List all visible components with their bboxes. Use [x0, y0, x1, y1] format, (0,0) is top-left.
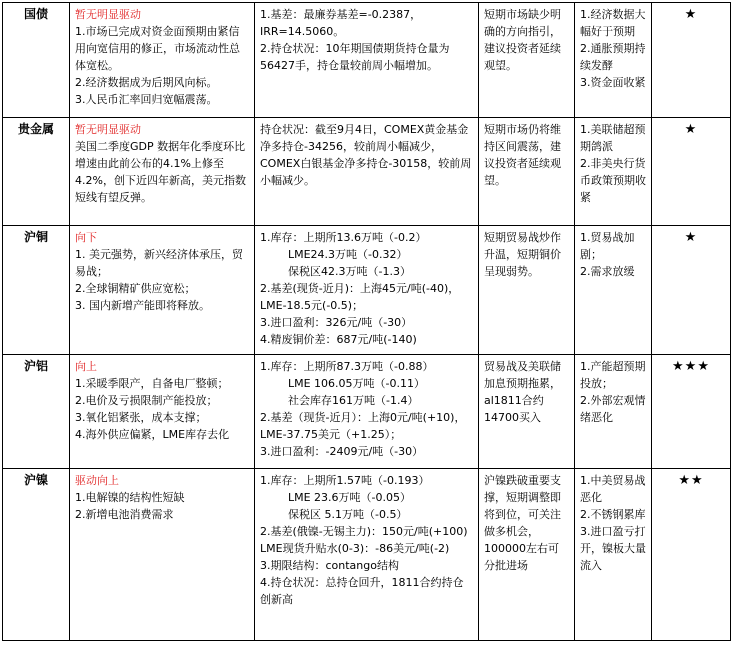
driver-line: 3. 国内新增产能即将释放。: [75, 299, 210, 312]
star-rating: ★: [652, 3, 731, 118]
table-body: [3, 3, 731, 641]
driver-line: 1. 美元强势，新兴经济体承压，贸易战；: [75, 248, 243, 278]
risk-line: 2.非美央行货币政策预期收紧: [580, 157, 646, 204]
asset-name: 贵金属: [3, 118, 70, 226]
data-line: 3.进口盈利：326元/吨（-30）: [260, 316, 413, 329]
data-line: LME现货升贴水(0-3)：-86美元/吨(-2): [260, 542, 450, 555]
data-line: 4.持仓状况：总持仓回升，1811合约持仓创新高: [260, 576, 464, 606]
risk-cell: [575, 355, 652, 469]
star-rating: ★★★: [652, 355, 731, 469]
risk-line: 2.不锈钢累库: [580, 508, 646, 521]
star-rating: ★★: [652, 469, 731, 641]
risk-line: 1.贸易战加剧；: [580, 231, 635, 261]
headline: 驱动向上: [75, 474, 119, 487]
data-line: 持仓状况：截至9月4日，COMEX黄金基金净多持仓-34256，较前周小幅减少，COMEX白银基金净多持仓-30158，较前周小幅减少。: [260, 123, 472, 187]
driver-line: 2.电价及亏损限制产能投放；: [75, 394, 218, 407]
driver-line: 1.市场已完成对资金面预期由紧信用向宽信用的修正，市场流动性总体宽松。: [75, 25, 240, 72]
data-line: 2.基差(俄镍-无锡主力)：150元/吨(+100): [260, 525, 468, 538]
driver-line: 美国二季度GDP 数据年化季度环比增速由此前公布的4.1%上修至4.2%，创下近四年新高，美元指数短线有望反弹。: [75, 140, 246, 204]
data-line: 1.基差：最廉券基差=-0.2387，IRR=14.5060。: [260, 8, 422, 38]
star-rating: ★: [652, 226, 731, 355]
driver-line: 2.经济数据成为后期风向标。: [75, 76, 218, 89]
view-cell: 短期贸易战炒作升温，短期铜价呈现弱势。: [479, 226, 575, 355]
table-row: [3, 118, 731, 226]
data-line: 保税区 5.1万吨（-0.5）: [260, 508, 408, 521]
view-cell: 短期市场仍将维持区间震荡，建议投资者延续观望。: [479, 118, 575, 226]
data-line: 1.库存：上期所87.3万吨（-0.88）: [260, 360, 434, 373]
drivers-cell: [70, 3, 255, 118]
asset-name: 沪铝: [3, 355, 70, 469]
risk-cell: [575, 469, 652, 641]
risk-line: 2.外部宏观情绪恶化: [580, 394, 646, 424]
asset-name: 国债: [3, 3, 70, 118]
drivers-cell: [70, 355, 255, 469]
data-line: 2.基差(现货-近月)：上海45元/吨(-40)，LME-18.5元(-0.5)；: [260, 282, 460, 312]
data-line: 2.基差（现货-近月）：上海0元/吨(+10)，LME-37.75美元（+1.25）；: [260, 411, 466, 441]
data-cell: [255, 3, 479, 118]
data-cell: [255, 118, 479, 226]
risk-cell: [575, 3, 652, 118]
driver-line: 2.全球铜精矿供应宽松；: [75, 282, 196, 295]
commodity-table: [2, 2, 731, 641]
data-line: LME 23.6万吨（-0.05）: [260, 491, 412, 504]
driver-line: 1.电解镍的结构性短缺: [75, 491, 185, 504]
drivers-cell: [70, 118, 255, 226]
data-line: LME24.3万吨（-0.32）: [260, 248, 408, 261]
data-line: 2.持仓状况：10年期国债期货持仓量为56427手，持仓量较前周小幅增加。: [260, 42, 450, 72]
risk-line: 2.通胀预期持续发酵: [580, 42, 646, 72]
headline: 暂无明显驱动: [75, 123, 141, 136]
data-line: LME 106.05万吨（-0.11）: [260, 377, 426, 390]
data-line: 1.库存：上期所1.57吨（-0.193）: [260, 474, 430, 487]
risk-cell: [575, 226, 652, 355]
view-cell: 贸易战及美联储加息预期拖累，al1811合约14700买入: [479, 355, 575, 469]
risk-cell: [575, 118, 652, 226]
drivers-cell: [70, 469, 255, 641]
data-cell: [255, 469, 479, 641]
risk-line: 3.进口盈亏打开，镍板大量流入: [580, 525, 646, 572]
headline: 暂无明显驱动: [75, 8, 141, 21]
table-row: [3, 226, 731, 355]
risk-line: 1.经济数据大幅好于预期: [580, 8, 646, 38]
data-line: 社会库存161万吨（-1.4）: [260, 394, 419, 407]
risk-line: 2.需求放缓: [580, 265, 635, 278]
table-row: [3, 3, 731, 118]
driver-line: 4.海外供应偏紧，LME库存去化: [75, 428, 230, 441]
table-row: [3, 355, 731, 469]
driver-line: 2.新增电池消费需求: [75, 508, 174, 521]
risk-line: 1.中美贸易战恶化: [580, 474, 646, 504]
asset-name: 沪镍: [3, 469, 70, 641]
data-line: 4.精废铜价差：687元/吨(-140): [260, 333, 417, 346]
star-rating: ★: [652, 118, 731, 226]
risk-line: 1.产能超预期投放；: [580, 360, 646, 390]
data-cell: [255, 226, 479, 355]
driver-line: 1.采暖季限产，自备电厂整顿；: [75, 377, 229, 390]
view-cell: 短期市场缺少明确的方向指引，建议投资者延续观望。: [479, 3, 575, 118]
risk-line: 3.资金面收紧: [580, 76, 646, 89]
headline: 向上: [75, 360, 97, 373]
driver-line: 3.人民币汇率回归宽幅震荡。: [75, 93, 218, 106]
headline: 向下: [75, 231, 97, 244]
data-line: 1.库存：上期所13.6万吨（-0.2）: [260, 231, 427, 244]
drivers-cell: [70, 226, 255, 355]
data-cell: [255, 355, 479, 469]
driver-line: 3.氧化铝紧张，成本支撑；: [75, 411, 207, 424]
asset-name: 沪铜: [3, 226, 70, 355]
data-line: 3.进口盈利：-2409元/吨（-30）: [260, 445, 424, 458]
table-row: [3, 469, 731, 641]
view-cell: 沪镍跌破重要支撑，短期调整即将到位，可关注做多机会，100000左右可分批进场: [479, 469, 575, 641]
risk-line: 1.美联储超预期鸽派: [580, 123, 646, 153]
data-line: 3.期限结构：contango结构: [260, 559, 399, 572]
data-line: 保税区42.3万吨（-1.3）: [260, 265, 411, 278]
